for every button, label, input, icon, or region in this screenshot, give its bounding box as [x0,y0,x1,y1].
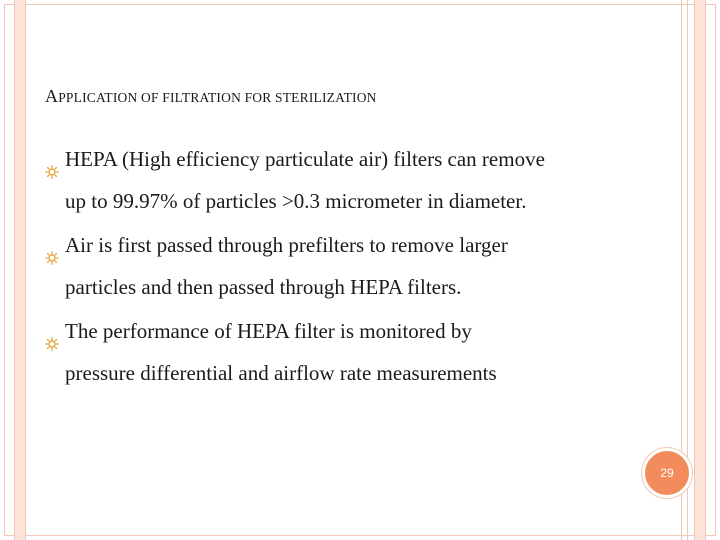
sun-bullet-icon [45,151,59,165]
bullet-line-1: The performance of HEPA filter is monitored by [65,319,472,343]
bullet-list [45,138,645,394]
bullet-item [45,224,645,308]
page-number-badge: 29 [642,448,692,498]
title-rest: PPLICATION OF FILTRATION FOR STERILIZATION [58,90,377,105]
right-decorative-bar [694,0,706,540]
bullet-item [45,310,645,394]
bullet-line-2: up to 99.97% of particles >0.3 micrometer in diameter. [65,189,527,213]
bullet-item [45,138,645,222]
bullet-line-2: pressure differential and airflow rate measurements [65,361,497,385]
title-first-letter: A [45,86,59,106]
slide-title [45,86,377,107]
left-decorative-bar [14,0,26,540]
bullet-line-1: Air is first passed through prefilters to remove larger [65,233,508,257]
sun-bullet-icon [45,237,59,251]
sun-bullet-icon [45,323,59,337]
bullet-line-2: particles and then passed through HEPA filters. [65,275,462,299]
bullet-line-1: HEPA (High efficiency particulate air) filters can remove [65,147,545,171]
